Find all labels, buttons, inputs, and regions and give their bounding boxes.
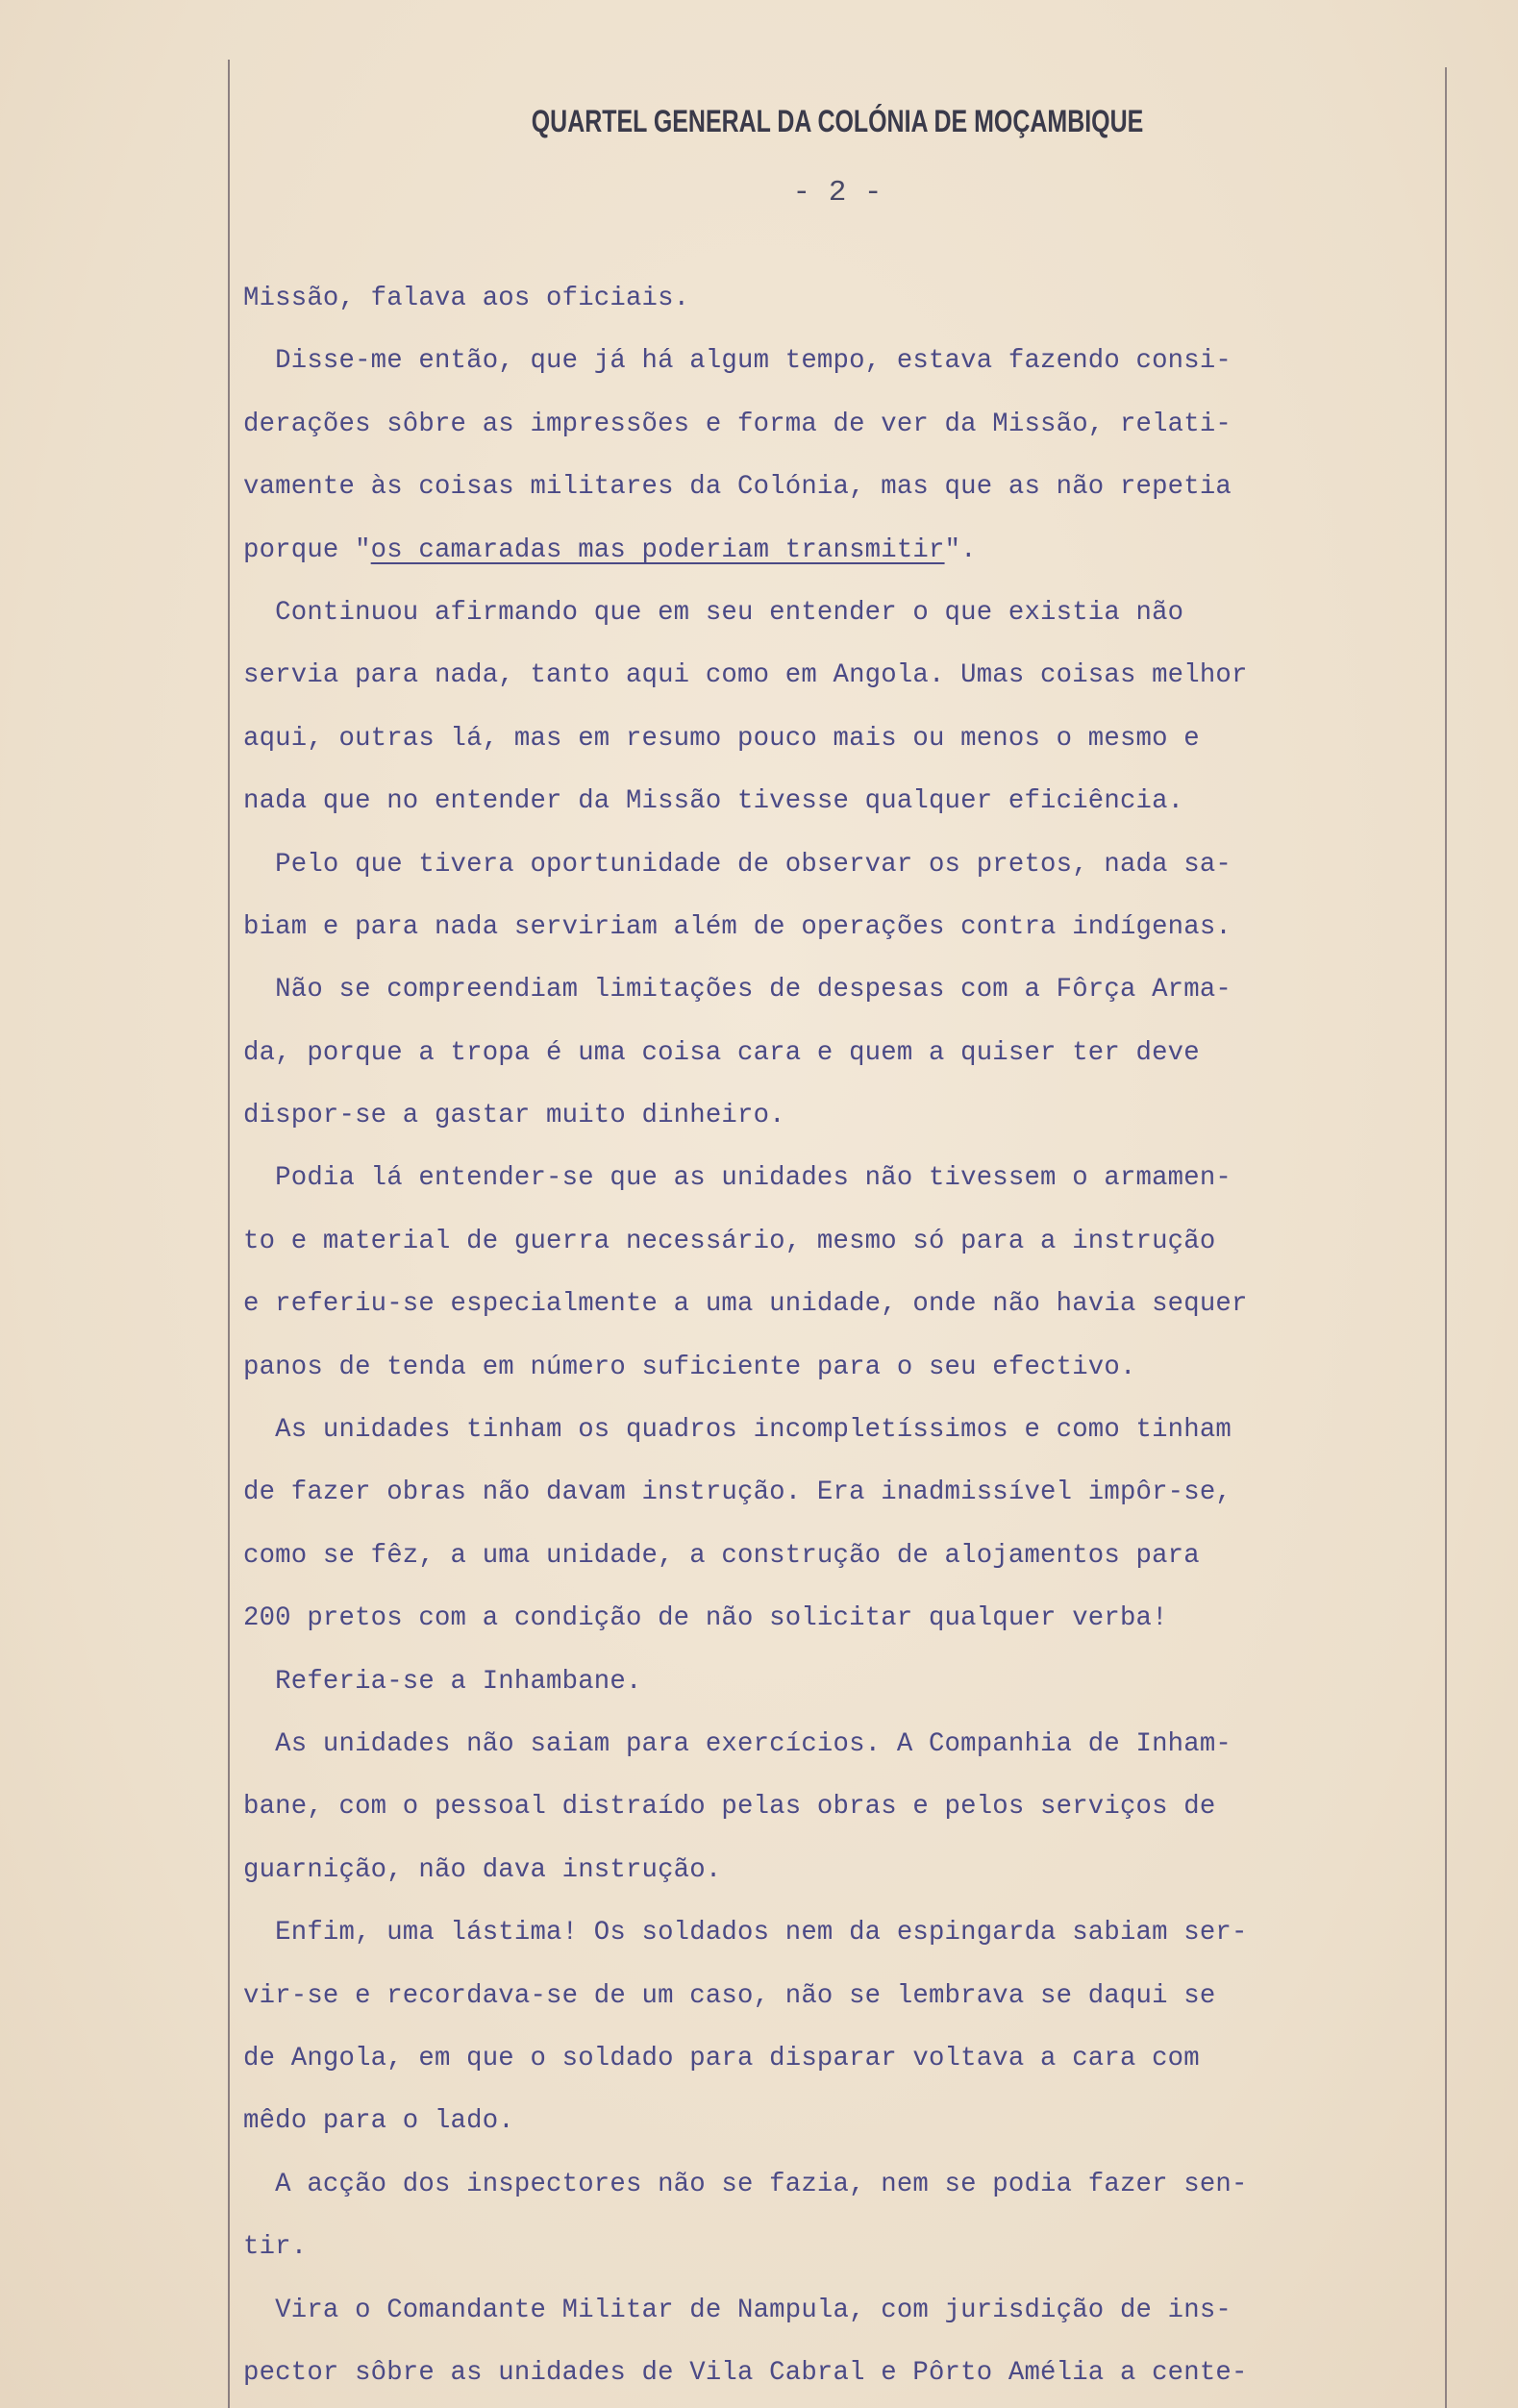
left-margin-rule [228, 60, 230, 2408]
text-line: Disse-me então, que já há algum tempo, estava fazendo consi- [243, 346, 1232, 377]
text-line: da, porque a tropa é uma coisa cara e quem a quiser ter deve [243, 1037, 1200, 1068]
text-line: Pelo que tivera oportunidade de observar os pretos, nada sa- [243, 849, 1232, 880]
text-line: e referiu-se especialmente a uma unidade, onde não havia sequer [243, 1289, 1248, 1320]
letterhead-title: QUARTEL GENERAL DA COLÓNIA DE MOÇAMBIQUE [531, 104, 1144, 138]
body-text [243, 267, 1456, 2404]
text-line: de Angola, em que o soldado para disparar voltava a cara com [243, 2043, 1200, 2073]
text-line: Podia lá entender-se que as unidades não tivessem o armamen- [243, 1163, 1232, 1194]
text-line: bane, com o pessoal distraído pelas obras e pelos serviços de [243, 1792, 1216, 1823]
text-line: guarnição, não dava instrução. [243, 1854, 722, 1885]
text-line-with-underline [243, 519, 1456, 582]
text-line: tir. [243, 2232, 308, 2263]
text-line: Continuou afirmando que em seu entender o que existia não [243, 597, 1184, 628]
text-line: vamente às coisas militares da Colónia, mas que as não repetia [243, 472, 1232, 503]
text-line: derações sôbre as impressões e forma de ver da Missão, relati- [243, 409, 1232, 439]
text-line: Missão, falava aos oficiais. [243, 284, 690, 313]
text-line: panos de tenda em número suficiente para o seu efectivo. [243, 1352, 1136, 1382]
page-number: - 2 - [792, 176, 883, 210]
text-line: to e material de guerra necessário, mesmo só para a instrução [243, 1226, 1216, 1256]
text-line: Enfim, uma lástima! Os soldados nem da espingarda sabiam ser- [243, 1918, 1248, 1949]
text-line: dispor-se a gastar muito dinheiro. [243, 1101, 785, 1131]
text-line: nada que no entender da Missão tivesse qualquer eficiência. [243, 786, 1184, 817]
text-line: pector sôbre as unidades de Vila Cabral e Pôrto Amélia a cente- [243, 2357, 1248, 2388]
text-line: servia para nada, tanto aqui como em Angola. Umas coisas melhor [243, 660, 1248, 691]
text-line: As unidades não saiam para exercícios. A Companhia de Inham- [243, 1728, 1232, 1759]
text-line: vir-se e recordava-se de um caso, não se lembrava se daqui se [243, 1980, 1216, 2011]
text-line: Referia-se a Inhambane. [243, 1666, 642, 1697]
text-line: As unidades tinham os quadros incompletíssimos e como tinham [243, 1415, 1232, 1446]
text-line: mêdo para o lado. [243, 2106, 514, 2137]
text-line: Não se compreendiam limitações de despesas com a Fôrça Arma- [243, 975, 1232, 1005]
text-line: 200 pretos com a condição de não solicitar qualquer verba! [243, 1603, 1168, 1634]
line-tail: ". [944, 534, 977, 565]
text-line: de fazer obras não davam instrução. Era inadmissível impôr-se, [243, 1477, 1232, 1508]
line-lead: porque " [243, 534, 371, 565]
text-line: biam e para nada serviriam além de operações contra indígenas. [243, 911, 1232, 942]
text-line: Vira o Comandante Militar de Nampula, com jurisdição de ins- [243, 2295, 1232, 2325]
underlined-quote: os camaradas mas poderiam transmitir [370, 534, 945, 565]
text-line: aqui, outras lá, mas em resumo pouco mais ou menos o mesmo e [243, 723, 1200, 754]
text-line: como se fêz, a uma unidade, a construção de alojamentos para [243, 1540, 1200, 1571]
text-line: A acção dos inspectores não se fazia, nem se podia fazer sen- [243, 2169, 1248, 2199]
